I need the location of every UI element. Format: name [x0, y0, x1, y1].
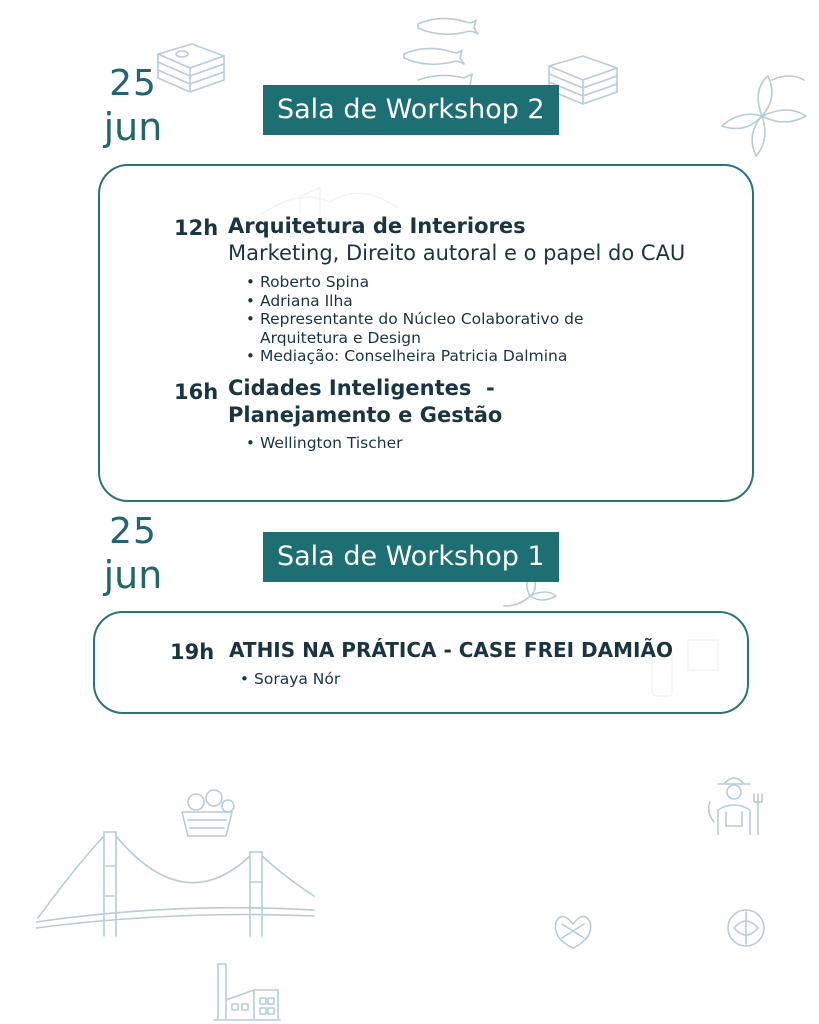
- speaker-name: Arquitetura e Design: [260, 328, 421, 347]
- session-time: 12h: [174, 216, 219, 240]
- bullet-dot: •: [246, 273, 255, 291]
- date-day: 25: [109, 63, 157, 104]
- room-label-workshop-1: Sala de Workshop 1: [263, 532, 559, 582]
- speaker-item: [244, 273, 583, 292]
- speaker-item-continuation: [244, 329, 583, 348]
- bullet-dot: •: [246, 310, 255, 328]
- room-label-workshop-2: Sala de Workshop 2: [263, 85, 559, 135]
- speaker-name: Adriana Ilha: [260, 291, 353, 310]
- speaker-name: Roberto Spina: [260, 273, 370, 291]
- session-title-line-1: Cidades Inteligentes -: [228, 376, 495, 400]
- speaker-list: [238, 670, 340, 689]
- speaker-name: Representante do Núcleo Colaborativo de: [260, 310, 584, 328]
- session-time: 16h: [174, 380, 219, 404]
- date-block-2: [100, 511, 166, 597]
- faint-flower-illustration: [500, 576, 560, 616]
- cabbage-illustration: [724, 906, 768, 950]
- speaker-item: [244, 347, 583, 366]
- session-title: ATHIS NA PRÁTICA - CASE FREI DAMIÃO: [229, 638, 673, 662]
- session-time: 19h: [170, 640, 215, 664]
- bullet-dot: •: [246, 291, 255, 310]
- bullet-dot: •: [246, 434, 255, 452]
- speaker-name: Mediação: Conselheira Patricia Dalmina: [260, 347, 568, 365]
- speaker-list: [244, 273, 583, 366]
- speaker-name: Wellington Tischer: [260, 434, 403, 452]
- fish-illustration: [400, 12, 490, 88]
- vegetable-basket-illustration: [176, 786, 238, 840]
- speaker-name: Soraya Nór: [254, 670, 341, 688]
- bullet-dot: •: [240, 670, 249, 688]
- speaker-list: [244, 434, 402, 453]
- speaker-item: [244, 292, 583, 311]
- date-month: jun: [103, 105, 163, 149]
- date-month: jun: [103, 553, 163, 597]
- factory-illustration: [210, 960, 282, 1022]
- date-block-1: [100, 63, 166, 149]
- pretzel-illustration: [548, 908, 598, 954]
- speaker-item: [244, 434, 402, 453]
- bridge-illustration: [36, 826, 316, 944]
- farmer-illustration: [704, 772, 766, 838]
- session-title: Arquitetura de Interiores: [228, 214, 526, 238]
- session-subtitle: Marketing, Direito autoral e o papel do CAU: [228, 241, 686, 265]
- session-title-line-2: Planejamento e Gestão: [228, 403, 503, 427]
- bullet-dot: •: [246, 347, 255, 365]
- flower-illustration: [712, 70, 812, 162]
- date-day: 25: [109, 511, 157, 552]
- speaker-item: [238, 670, 340, 689]
- speaker-item: [244, 310, 583, 329]
